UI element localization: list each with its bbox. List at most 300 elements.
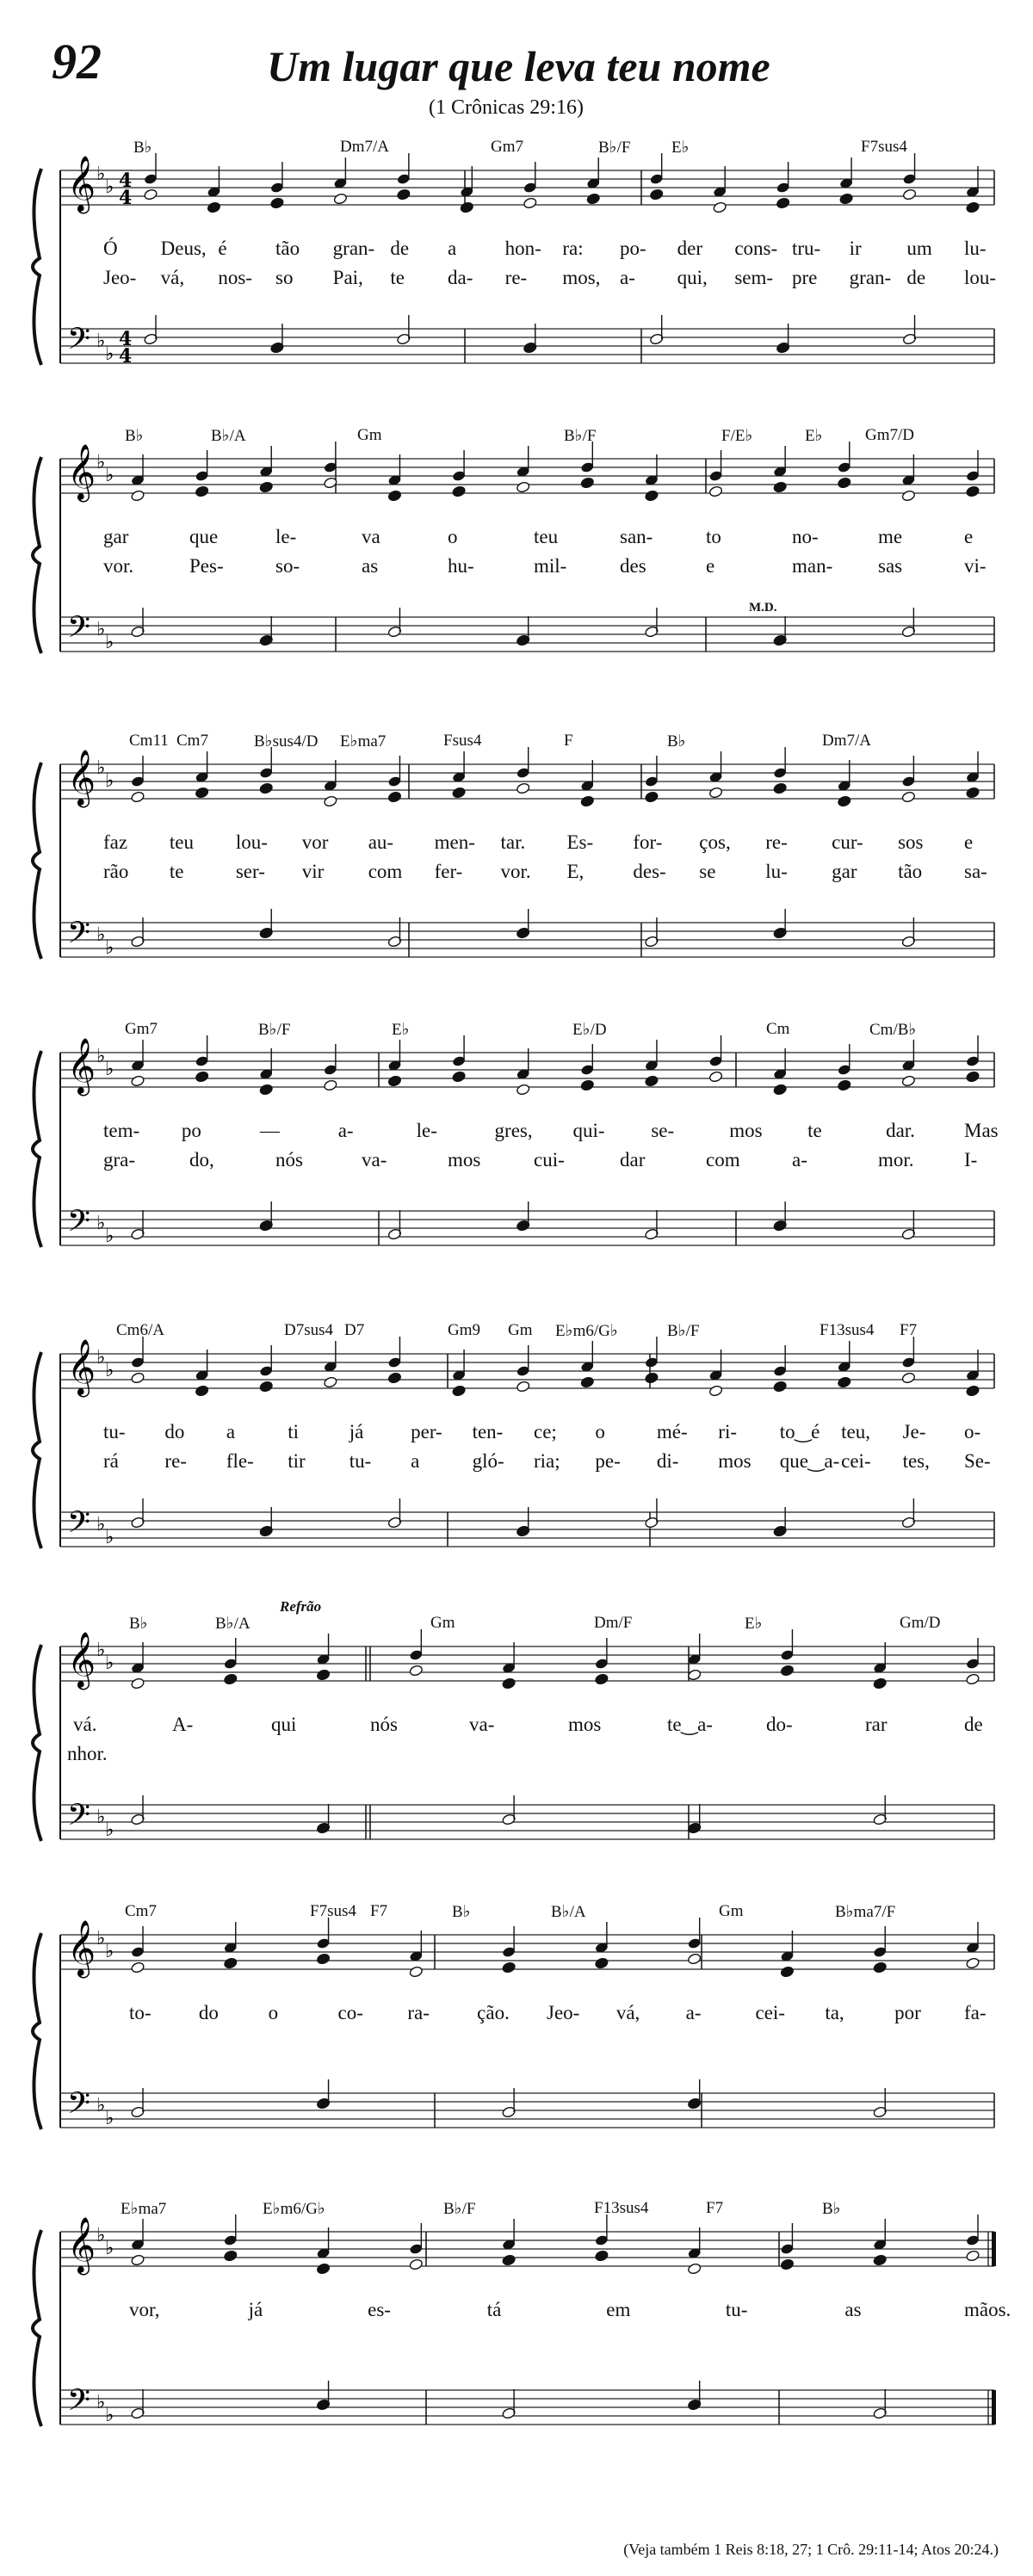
note-head xyxy=(131,791,145,803)
lyric-verse-1 xyxy=(0,2299,1033,2323)
lyric-syllable: com xyxy=(706,1149,740,1171)
chord-symbol: D7sus4 xyxy=(284,1321,334,1339)
note-head xyxy=(901,1075,916,1087)
lyric-syllable: le- xyxy=(275,526,297,547)
note-head xyxy=(387,1075,402,1087)
note-head xyxy=(223,1673,238,1685)
time-signature-numerator: 4 xyxy=(119,328,133,350)
chord-symbol: F7 xyxy=(900,1321,918,1339)
treble-clef-icon: 𝄞 xyxy=(67,1339,96,1395)
note-head xyxy=(966,1385,980,1397)
lyric-syllable: fa- xyxy=(964,2002,987,2023)
treble-clef-icon: 𝄞 xyxy=(67,444,96,500)
lyric-syllable: tão xyxy=(898,861,923,882)
lyric-syllable: vá, xyxy=(615,2002,640,2023)
lyric-verse-2 xyxy=(0,1149,1033,1173)
music-system xyxy=(0,1893,1033,2169)
music-system xyxy=(0,723,1033,998)
note-head xyxy=(580,477,595,489)
lyric-syllable: for- xyxy=(633,831,663,853)
lyric-syllable: tem- xyxy=(103,1120,140,1141)
lyric-syllable: so xyxy=(275,267,294,288)
note-head xyxy=(259,1381,274,1393)
chord-symbol: Cm/B♭ xyxy=(869,1021,917,1039)
note-head xyxy=(452,787,467,799)
lyric-syllable: ti xyxy=(288,1421,300,1442)
lyric-syllable: te‿a- xyxy=(667,1714,713,1735)
chord-symbol: E♭/D xyxy=(572,1021,607,1039)
chord-symbol: Cm xyxy=(766,1020,790,1038)
flat-icon: ♭ xyxy=(96,452,106,473)
note-head xyxy=(586,193,601,205)
chord-symbol: F7sus4 xyxy=(861,138,907,156)
note-head xyxy=(195,485,209,497)
lyric-syllable: vá. xyxy=(73,1714,97,1735)
lyric-syllable: nhor. xyxy=(67,1743,108,1764)
note-head xyxy=(966,1071,980,1083)
bass-staff xyxy=(60,617,994,652)
note-head xyxy=(387,791,402,803)
lyric-syllable: um xyxy=(906,238,932,259)
lyric-syllable: vor. xyxy=(103,555,134,577)
lyric-syllable: ri- xyxy=(718,1421,737,1442)
lyric-syllable: di- xyxy=(656,1450,679,1472)
lyric-syllable: tu- xyxy=(725,2299,748,2320)
lyric-syllable: cei- xyxy=(841,1450,871,1472)
lyric-syllable: do xyxy=(164,1421,185,1442)
lyric-syllable: o xyxy=(595,1421,605,1442)
note-head xyxy=(773,1084,788,1096)
note-head xyxy=(316,1669,331,1681)
lyric-syllable: se xyxy=(699,861,716,882)
note-head xyxy=(780,1966,795,1978)
flat-icon: ♭ xyxy=(96,1640,106,1661)
lyric-syllable: de xyxy=(390,238,410,259)
lyric-syllable: va- xyxy=(362,1149,387,1171)
lyric-syllable: é xyxy=(218,238,227,259)
lyric-syllable: ce; xyxy=(534,1421,557,1442)
lyric-syllable: so- xyxy=(275,555,300,577)
hymn-header xyxy=(0,0,1033,129)
lyric-syllable: cei- xyxy=(755,2002,785,2023)
lyric-syllable: Ó xyxy=(103,238,118,259)
lyric-verse-2 xyxy=(0,555,1033,579)
note-head xyxy=(595,1957,609,1969)
treble-clef-icon: 𝄞 xyxy=(67,2217,96,2273)
chord-symbol: F/E♭ xyxy=(721,427,753,445)
note-head xyxy=(780,1665,795,1677)
treble-clef-icon: 𝄞 xyxy=(67,156,96,212)
lyric-syllable: por xyxy=(894,2002,921,2023)
flat-icon: ♭ xyxy=(96,164,106,185)
lyric-verse-1 xyxy=(0,1120,1033,1144)
note-head xyxy=(708,1385,723,1397)
flat-icon: ♭ xyxy=(105,1819,114,1841)
lyric-syllable: que xyxy=(189,526,219,547)
lyric-syllable: — xyxy=(259,1120,280,1141)
note-head xyxy=(773,782,788,794)
flat-icon: ♭ xyxy=(105,1527,114,1548)
note-head xyxy=(645,791,659,803)
lyric-syllable: mor. xyxy=(878,1149,914,1171)
chord-symbol: Gm7/D xyxy=(865,426,914,444)
lyric-syllable: qui, xyxy=(677,267,708,288)
chord-symbol: Gm xyxy=(430,1614,455,1632)
bass-clef-icon: 𝄢 xyxy=(67,609,91,652)
lyric-syllable: já xyxy=(349,1421,364,1442)
lyric-syllable: gar xyxy=(832,861,857,882)
note-head xyxy=(516,1381,530,1393)
note-head xyxy=(223,1957,238,1969)
lyric-syllable: po- xyxy=(620,238,646,259)
lyric-syllable: se- xyxy=(651,1120,675,1141)
note-head xyxy=(324,1376,338,1388)
chord-symbol: B♭/F xyxy=(598,139,631,157)
bass-staff xyxy=(60,923,994,957)
staff-system xyxy=(0,2190,1033,2466)
lyric-syllable: des- xyxy=(633,861,666,882)
chord-symbol: Cm7 xyxy=(176,732,208,750)
chord-symbol: Dm7/A xyxy=(822,732,871,750)
lyric-verse-1 xyxy=(0,831,1033,856)
lyric-verse-1 xyxy=(0,2002,1033,2026)
flat-icon: ♭ xyxy=(96,1514,106,1535)
lyric-syllable: tar. xyxy=(500,831,526,853)
chord-symbol: D7 xyxy=(344,1321,365,1339)
lyric-syllable: ços, xyxy=(699,831,731,853)
note-head xyxy=(460,201,474,213)
lyric-syllable: lou- xyxy=(964,267,997,288)
note-head xyxy=(409,1966,424,1978)
note-head xyxy=(131,2254,145,2266)
lyric-syllable: vor xyxy=(301,831,329,853)
chord-symbol: Gm/D xyxy=(900,1614,941,1632)
lyric-syllable: A- xyxy=(172,1714,194,1735)
lyric-syllable: re- xyxy=(164,1450,187,1472)
note-head xyxy=(687,1953,702,1965)
chord-symbol: F13sus4 xyxy=(820,1321,875,1339)
flat-icon: ♭ xyxy=(96,1807,106,1828)
note-head xyxy=(387,490,402,502)
lyric-syllable: lu- xyxy=(964,238,987,259)
lyric-verse-1 xyxy=(0,526,1033,550)
chord-symbol: Dm7/A xyxy=(340,138,389,156)
treble-staff xyxy=(60,1935,994,1969)
note-head xyxy=(324,1079,338,1091)
note-head xyxy=(516,481,530,493)
flat-icon: ♭ xyxy=(105,465,114,486)
flat-icon: ♭ xyxy=(96,757,106,779)
lyric-syllable: te xyxy=(169,861,184,882)
lyric-syllable: lou- xyxy=(235,831,268,853)
flat-icon: ♭ xyxy=(105,1226,114,1247)
lyric-syllable: Es- xyxy=(566,831,594,853)
chord-symbol: B♭/F xyxy=(443,2200,476,2218)
note-head xyxy=(259,1084,274,1096)
note-head xyxy=(773,1381,788,1393)
lyric-syllable: gres, xyxy=(494,1120,533,1141)
note-head xyxy=(966,1957,980,1969)
lyric-syllable: Mas xyxy=(964,1120,999,1141)
lyric-syllable: po xyxy=(181,1120,201,1141)
lyric-syllable: fer- xyxy=(434,861,463,882)
lyric-syllable: gra- xyxy=(103,1149,136,1171)
note-head xyxy=(901,791,916,803)
note-head xyxy=(131,1372,145,1384)
flat-icon: ♭ xyxy=(105,2405,114,2426)
chord-symbol: E♭m6/G♭ xyxy=(555,1322,618,1340)
note-head xyxy=(131,490,145,502)
lyric-syllable: tá xyxy=(486,2299,502,2320)
note-head xyxy=(452,485,467,497)
note-head xyxy=(516,782,530,794)
chord-symbol: B♭ xyxy=(133,139,152,157)
lyric-syllable: vor, xyxy=(129,2299,160,2320)
lyric-verse-2 xyxy=(0,1450,1033,1474)
bass-clef-icon: 𝄢 xyxy=(67,2085,91,2128)
chord-symbol: E♭ma7 xyxy=(340,732,387,751)
bass-clef-icon: 𝄢 xyxy=(67,1797,91,1839)
lyric-verse-1 xyxy=(0,1714,1033,1738)
lyric-syllable: o- xyxy=(964,1421,981,1442)
lyric-syllable: me xyxy=(878,526,903,547)
treble-clef-icon: 𝄞 xyxy=(67,1038,96,1094)
note-head xyxy=(270,197,285,209)
chord-symbol: Gm7 xyxy=(491,138,523,156)
flat-icon: ♭ xyxy=(105,632,114,653)
chord-symbol: B♭ xyxy=(822,2200,841,2218)
brace xyxy=(33,2230,41,2426)
chord-symbol: B♭/F xyxy=(258,1021,291,1039)
lyric-syllable: que‿a- xyxy=(779,1450,840,1472)
lyric-syllable: san- xyxy=(620,526,653,547)
music-system xyxy=(0,129,1033,405)
lyric-syllable: te xyxy=(390,267,405,288)
note-head xyxy=(259,481,274,493)
lyric-syllable: nós xyxy=(275,1149,303,1171)
note-head xyxy=(839,193,854,205)
lyric-syllable: a xyxy=(448,238,457,259)
refrain-marking: Refrão xyxy=(280,1598,322,1615)
note-head xyxy=(837,477,851,489)
note-head xyxy=(966,787,980,799)
chord-symbol: Gm7 xyxy=(125,1020,158,1038)
note-head xyxy=(708,1071,723,1083)
lyric-syllable: ir xyxy=(849,238,862,259)
footer-references: (Veja também 1 Reis 8:18, 27; 1 Crô. 29:11-14; Atos 20:24.) xyxy=(623,2541,999,2558)
flat-icon: ♭ xyxy=(105,176,114,198)
lyric-syllable: as xyxy=(844,2299,862,2320)
lyric-syllable: sas xyxy=(878,555,903,577)
lyric-syllable: já xyxy=(248,2299,263,2320)
note-head xyxy=(966,1673,980,1685)
lyric-syllable: hon- xyxy=(504,238,541,259)
lyric-syllable: rão xyxy=(103,861,129,882)
lyric-syllable: do- xyxy=(766,1714,793,1735)
note-head xyxy=(873,1961,888,1974)
chord-symbol: Cm6/A xyxy=(116,1321,164,1339)
lyric-syllable: ta, xyxy=(825,2002,844,2023)
note-head xyxy=(409,2258,424,2270)
lyric-verse-1 xyxy=(0,1421,1033,1445)
chord-symbol: Gm xyxy=(719,1902,744,1920)
lyric-syllable: vir xyxy=(301,861,325,882)
lyric-syllable: e xyxy=(964,526,974,547)
flat-icon: ♭ xyxy=(105,2108,114,2129)
note-head xyxy=(649,188,664,201)
lyric-syllable: em xyxy=(606,2299,631,2320)
lyric-syllable: der xyxy=(677,238,703,259)
lyric-syllable: rar xyxy=(865,1714,888,1735)
note-head xyxy=(713,201,727,213)
lyric-syllable: nós xyxy=(370,1714,398,1735)
note-head xyxy=(645,1372,659,1384)
lyric-syllable: des xyxy=(620,555,646,577)
note-head xyxy=(837,795,851,807)
lyric-syllable: gló- xyxy=(472,1450,504,1472)
lyric-syllable: Pai, xyxy=(332,267,363,288)
lyric-syllable: re- xyxy=(504,267,528,288)
note-head xyxy=(502,1961,516,1974)
lyric-syllable: teu xyxy=(169,831,195,853)
lyric-syllable: nos- xyxy=(218,267,252,288)
chord-symbol: B♭sus4/D xyxy=(254,732,319,751)
note-head xyxy=(387,1372,402,1384)
note-head xyxy=(502,2254,516,2266)
flat-icon: ♭ xyxy=(105,770,114,792)
chord-symbol: B♭ma7/F xyxy=(835,1903,896,1921)
lyric-syllable: mos xyxy=(448,1149,481,1171)
lyric-syllable: qui- xyxy=(572,1120,605,1141)
lyric-syllable: fle- xyxy=(226,1450,254,1472)
lyric-syllable: no- xyxy=(792,526,819,547)
chord-symbol: Cm7 xyxy=(125,1902,157,1920)
lyric-syllable: va- xyxy=(469,1714,495,1735)
note-head xyxy=(316,2263,331,2275)
note-head xyxy=(966,485,980,497)
lyric-syllable: gran- xyxy=(849,267,892,288)
note-head xyxy=(207,201,221,213)
bass-staff xyxy=(60,2093,994,2128)
lyric-syllable: de xyxy=(906,267,926,288)
note-head xyxy=(645,490,659,502)
lyric-syllable: teu xyxy=(534,526,559,547)
lyric-syllable: va xyxy=(362,526,380,547)
lyric-syllable: vor. xyxy=(500,861,531,882)
note-head xyxy=(333,193,348,205)
flat-icon: ♭ xyxy=(96,1928,106,1949)
lyric-syllable: o xyxy=(268,2002,279,2023)
lyric-syllable: es- xyxy=(368,2299,391,2320)
lyric-syllable: to- xyxy=(129,2002,152,2023)
note-head xyxy=(780,2258,795,2270)
lyric-syllable: tu- xyxy=(103,1421,126,1442)
flat-icon: ♭ xyxy=(105,1652,114,1674)
chord-symbol: B♭/A xyxy=(215,1615,251,1633)
lyric-syllable: do xyxy=(198,2002,219,2023)
chord-symbol: E♭m6/G♭ xyxy=(263,2200,325,2218)
time-signature-denominator: 4 xyxy=(119,345,133,368)
lyric-syllable: per- xyxy=(411,1421,442,1442)
lyric-syllable: mos, xyxy=(562,267,601,288)
lyric-syllable: rá xyxy=(103,1450,119,1472)
note-head xyxy=(837,1376,851,1388)
note-head xyxy=(452,1071,467,1083)
flat-icon: ♭ xyxy=(105,1360,114,1381)
lyric-syllable: as xyxy=(362,555,379,577)
lyric-syllable: mé- xyxy=(656,1421,688,1442)
note-head xyxy=(259,782,274,794)
lyric-syllable: to xyxy=(706,526,721,547)
lyric-syllable: ten- xyxy=(472,1421,504,1442)
lyric-syllable: men- xyxy=(434,831,475,853)
lyric-syllable: ser- xyxy=(235,861,265,882)
flat-icon: ♭ xyxy=(96,1213,106,1234)
flat-icon: ♭ xyxy=(105,2238,114,2259)
bass-staff xyxy=(60,2390,994,2425)
lyric-syllable: e xyxy=(964,831,974,853)
lyric-syllable: lu- xyxy=(765,861,788,882)
note-head xyxy=(966,201,980,213)
staff-system xyxy=(0,1893,1033,2169)
lyric-syllable: a- xyxy=(337,1120,354,1141)
treble-clef-icon: 𝄞 xyxy=(67,1920,96,1976)
chord-symbol: B♭ xyxy=(452,1903,471,1921)
music-system xyxy=(0,1313,1033,1588)
lyric-syllable: qui xyxy=(271,1714,297,1735)
lyric-syllable: Se- xyxy=(964,1450,991,1472)
lyric-syllable: tes, xyxy=(902,1450,930,1472)
note-head xyxy=(409,1665,424,1677)
chord-symbol: Gm xyxy=(357,426,382,444)
lyric-syllable: cui- xyxy=(534,1149,565,1171)
lyric-syllable: a xyxy=(226,1421,236,1442)
music-system xyxy=(0,2190,1033,2466)
lyric-syllable: dar. xyxy=(886,1120,915,1141)
chord-symbol: Fsus4 xyxy=(443,732,482,750)
treble-clef-icon: 𝄞 xyxy=(67,1632,96,1688)
note-head xyxy=(131,1075,145,1087)
lyric-syllable: de xyxy=(964,1714,983,1735)
lyric-syllable: a- xyxy=(620,267,635,288)
flat-icon: ♭ xyxy=(105,937,114,959)
lyric-syllable: mos xyxy=(718,1450,752,1472)
chord-symbol: B♭ xyxy=(125,427,144,445)
lyric-syllable: hu- xyxy=(448,555,474,577)
treble-staff xyxy=(60,2232,994,2266)
lyric-syllable: ra: xyxy=(562,238,584,259)
chord-symbol: E♭ xyxy=(805,427,823,445)
lyric-syllable: mos xyxy=(729,1120,763,1141)
bass-clef-icon: 𝄢 xyxy=(67,2382,91,2425)
chord-symbol: B♭ xyxy=(667,732,686,751)
lyric-syllable: le- xyxy=(416,1120,437,1141)
bass-clef-icon: 𝄢 xyxy=(67,1504,91,1547)
lyric-syllable: tu- xyxy=(349,1450,372,1472)
note-head xyxy=(595,2250,609,2262)
note-head xyxy=(966,2250,980,2262)
lyric-syllable: Deus, xyxy=(160,238,207,259)
lyric-syllable: I- xyxy=(964,1149,978,1171)
lyric-syllable: co- xyxy=(337,2002,363,2023)
lyric-syllable: tir xyxy=(288,1450,306,1472)
lyric-syllable: ria; xyxy=(534,1450,560,1472)
note-head xyxy=(516,1084,530,1096)
flat-icon: ♭ xyxy=(96,330,106,352)
note-head xyxy=(595,1673,609,1685)
flat-icon: ♭ xyxy=(96,1347,106,1368)
lyric-syllable: a- xyxy=(792,1149,807,1171)
